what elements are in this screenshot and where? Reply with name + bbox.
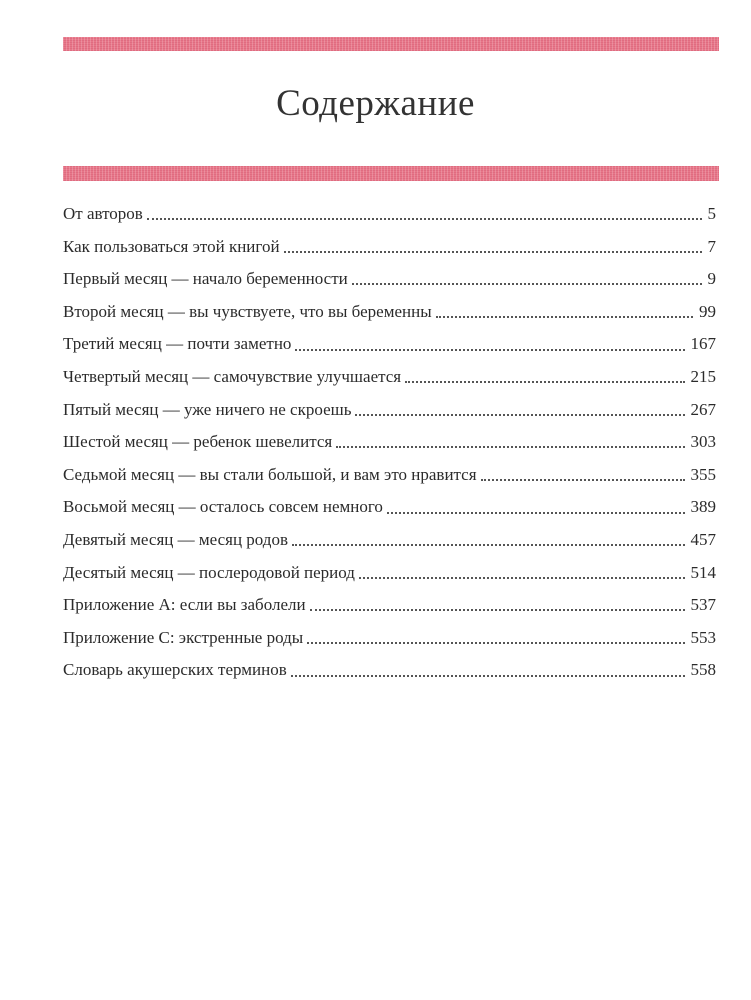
toc-entry[interactable] xyxy=(63,589,716,622)
toc-entry[interactable] xyxy=(63,622,716,655)
toc-entry-page: 389 xyxy=(690,497,716,517)
toc-entry-label: Второй месяц — вы чувствуете, что вы беременны xyxy=(63,301,432,321)
toc-entry-page: 5 xyxy=(707,204,716,223)
table-of-contents xyxy=(63,198,716,687)
dot-leader xyxy=(436,316,693,318)
toc-entry[interactable] xyxy=(63,491,716,524)
toc-entry-label: Первый месяц — начало беременности xyxy=(63,269,348,289)
toc-entry-label: Приложение А: если вы заболели xyxy=(63,595,306,615)
toc-entry-page: 303 xyxy=(690,432,716,452)
dot-leader xyxy=(387,512,685,514)
dot-leader xyxy=(481,479,685,481)
dot-leader xyxy=(405,381,684,383)
toc-entry-page: 99 xyxy=(699,301,716,321)
toc-entry[interactable] xyxy=(63,231,716,264)
dot-leader xyxy=(352,283,702,285)
dot-leader xyxy=(292,544,685,546)
dot-leader xyxy=(355,414,684,416)
toc-entry[interactable] xyxy=(63,654,716,687)
toc-entry-label: Девятый месяц — месяц родов xyxy=(63,529,288,549)
toc-entry-page: 267 xyxy=(690,399,716,419)
toc-entry[interactable] xyxy=(63,263,716,296)
toc-entry-page: 215 xyxy=(690,366,716,386)
toc-entry[interactable] xyxy=(63,524,716,557)
toc-entry[interactable] xyxy=(63,361,716,394)
toc-entry[interactable] xyxy=(63,459,716,492)
toc-entry-label: Третий месяц — почти заметно xyxy=(63,334,292,354)
dot-leader xyxy=(147,218,702,220)
toc-entry-label: Восьмой месяц — осталось совсем немного xyxy=(63,497,383,517)
toc-entry-label: Шестой месяц — ребенок шевелится xyxy=(63,432,333,452)
toc-entry-page: 9 xyxy=(707,269,716,289)
toc-entry-page: 7 xyxy=(707,236,716,256)
toc-entry-page: 457 xyxy=(690,529,716,549)
toc-entry-page: 514 xyxy=(690,562,716,582)
toc-entry-label: Седьмой месяц — вы стали большой, и вам это нравится xyxy=(63,464,477,484)
toc-entry[interactable] xyxy=(63,557,716,590)
toc-entry-page: 537 xyxy=(690,595,716,615)
dot-leader xyxy=(310,609,685,611)
page-title: Содержание xyxy=(276,83,475,124)
dot-leader xyxy=(307,642,684,644)
toc-entry-page: 167 xyxy=(690,334,716,354)
dot-leader xyxy=(284,251,702,253)
toc-entry-label: Как пользоваться этой книгой xyxy=(63,236,280,256)
toc-entry[interactable] xyxy=(63,426,716,459)
toc-entry[interactable] xyxy=(63,296,716,329)
dot-leader xyxy=(359,577,685,579)
toc-entry-label: Четвертый месяц — самочувствие улучшается xyxy=(63,366,402,386)
toc-entry-label: Пятый месяц — уже ничего не скроешь xyxy=(63,399,352,419)
toc-entry[interactable] xyxy=(63,198,716,231)
toc-entry-label: Словарь акушерских терминов xyxy=(63,660,287,680)
toc-entry-label: Десятый месяц — послеродовой период xyxy=(63,562,355,582)
toc-entry-page: 553 xyxy=(690,627,716,647)
top-decorative-band xyxy=(63,37,719,51)
toc-entry[interactable] xyxy=(63,328,716,361)
dot-leader xyxy=(336,446,684,448)
dot-leader xyxy=(295,349,684,351)
title-underline-band xyxy=(63,166,719,181)
toc-entry-page: 558 xyxy=(690,660,716,680)
toc-entry-label: Приложение С: экстренные роды xyxy=(63,627,304,647)
dot-leader xyxy=(291,675,685,677)
toc-entry[interactable] xyxy=(63,394,716,427)
toc-entry-label: От авторов xyxy=(63,204,143,223)
toc-entry-page: 355 xyxy=(690,464,716,484)
